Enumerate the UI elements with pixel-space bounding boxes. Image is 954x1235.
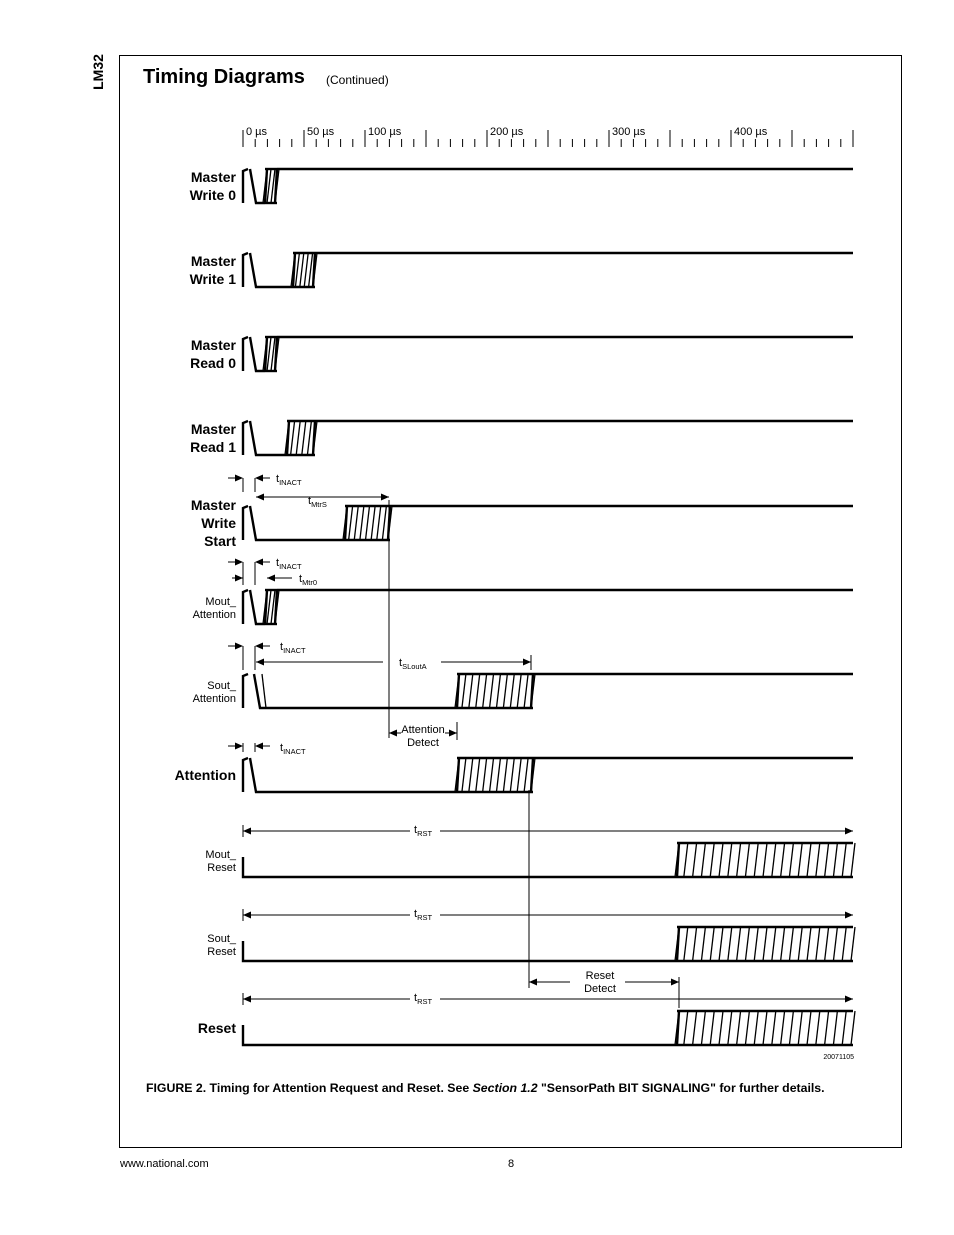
footer-url: www.national.com [120, 1158, 209, 1170]
trst-head [845, 828, 853, 835]
tmtr0-head [235, 575, 243, 582]
master-read-0-waveform-lead [243, 337, 248, 371]
mout-reset-waveform-hatch-line [763, 843, 767, 877]
signal-label: Master [190, 421, 236, 437]
master-write-start-waveform-edge [345, 506, 347, 540]
mout-attention-waveform-edge [275, 590, 277, 624]
caption-prefix: FIGURE 2. Timing for Attention Request and Reset. See [146, 1081, 473, 1095]
sout-attention-edge-detail [262, 674, 266, 708]
master-write-1-waveform-hatch-line [300, 253, 304, 287]
reset-waveform-hatch-line [842, 1011, 846, 1045]
signal-label: Attention [192, 693, 236, 705]
sout-reset-waveform-hatch-line [684, 927, 688, 961]
sout-reset-waveform-edge [677, 927, 679, 961]
mout-reset-waveform-hatch-line [710, 843, 714, 877]
sout-reset-waveform-hatch-line [825, 927, 829, 961]
mout-reset-waveform-edge [677, 843, 679, 877]
master-write-1-waveform-edge [293, 253, 295, 287]
reset-waveform-hatch-line [833, 1011, 837, 1045]
trst-head [243, 996, 251, 1003]
trst-label: $t_{RST}$ [414, 824, 433, 838]
reset-waveform-hatch-line [763, 1011, 767, 1045]
mout-attention-waveform-edge [265, 590, 267, 624]
part-number-text: LM32 [89, 54, 106, 90]
tsloutA-label: $t_{SLoutA}$ [399, 657, 427, 671]
sout-reset-waveform-hatch-line [842, 927, 846, 961]
reset-waveform-hatch-line [781, 1011, 785, 1045]
sout-attention-waveform-lead [243, 674, 248, 708]
mout-reset-waveform-hatch-line [701, 843, 705, 877]
reset-detect-label: Detect [584, 983, 616, 995]
tmtrs-arrow-right-head [381, 494, 389, 501]
master-write-start-waveform-hatch-line [349, 506, 353, 540]
reset-waveform-hatch-line [745, 1011, 749, 1045]
mout-reset-waveform-hatch-line [737, 843, 741, 877]
signal-label: Reset [207, 862, 236, 874]
signal-label: Master [190, 497, 236, 513]
master-write-1-waveform-lead [243, 253, 248, 287]
signal-label: Reset [207, 946, 236, 958]
signal-label: Read 0 [190, 355, 236, 371]
mout-reset-waveform-hatch-line [825, 843, 829, 877]
reset-waveform-hatch-line [710, 1011, 714, 1045]
sout-reset-waveform-hatch-line [816, 927, 820, 961]
figure-id: 20071105 [823, 1054, 854, 1061]
mout-reset-waveform-hatch-line [745, 843, 749, 877]
master-read-1-waveform-hatch-line [307, 421, 311, 455]
footer-page-number: 8 [508, 1158, 515, 1170]
sout-reset-waveform-hatch-line [745, 927, 749, 961]
mout-reset-waveform-hatch-line [842, 843, 846, 877]
attention-waveform-fall [250, 758, 457, 792]
tmtr0-label: $t_{Mtr0}$ [299, 573, 318, 587]
sout-reset-waveform-hatch-line [781, 927, 785, 961]
signal-label: Master [190, 169, 236, 185]
tinact-head [235, 475, 243, 482]
caption-suffix: "SensorPath BIT SIGNALING" for further details. [537, 1081, 825, 1095]
master-read-0-waveform-edge [275, 337, 277, 371]
reset-waveform-hatch-line [807, 1011, 811, 1045]
reset-waveform-hatch-line [798, 1011, 802, 1045]
sout-reset-waveform-hatch-line [789, 927, 793, 961]
mout-reset-waveform-hatch-line [833, 843, 837, 877]
scale-label: 0 µs [246, 126, 268, 138]
mout-reset-waveform-hatch-line [789, 843, 793, 877]
attention-waveform-hatch-line [476, 758, 480, 792]
master-write-0-waveform-edge [265, 169, 267, 203]
signal-label: Mout_ [205, 849, 236, 861]
signal-label: Sout_ [207, 680, 236, 692]
master-read-0-waveform-fall [250, 337, 265, 371]
sout-reset-waveform-hatch-line [754, 927, 758, 961]
master-write-start-waveform-lead [243, 506, 248, 540]
signal-label: Master [190, 337, 236, 353]
attention-waveform-edge [457, 758, 459, 792]
tsloutA-head [256, 659, 264, 666]
master-write-0-waveform-lead [243, 169, 248, 203]
tinact-head [255, 643, 263, 650]
sout-reset-waveform-hatch-line [701, 927, 705, 961]
reset-waveform-hatch-line [825, 1011, 829, 1045]
reset-detect-head [671, 979, 679, 986]
page-title: Timing Diagrams [143, 66, 305, 88]
reset-waveform-hatch-line [701, 1011, 705, 1045]
mout-attention-waveform-fall [250, 590, 265, 624]
attention-waveform-hatch-line [517, 758, 521, 792]
master-read-1-waveform-hatch-line [296, 421, 300, 455]
sout-reset-waveform-hatch-line [737, 927, 741, 961]
tinact-label: $t_{INACT}$ [280, 742, 306, 756]
sout-attention-waveform-edge [457, 674, 459, 708]
mout-reset-waveform-hatch-line [719, 843, 723, 877]
tinact-head [255, 559, 263, 566]
scale-label: 400 µs [734, 126, 768, 138]
master-write-start-waveform-hatch-line [371, 506, 375, 540]
sout-reset-waveform-hatch-line [728, 927, 732, 961]
tinact-head [235, 559, 243, 566]
attention-waveform-hatch-line [503, 758, 507, 792]
sout-attention-waveform-hatch-line [503, 674, 507, 708]
attention-waveform-hatch-line [469, 758, 473, 792]
sout-attention-waveform-hatch-line [496, 674, 500, 708]
sout-attention-waveform-hatch-line [462, 674, 466, 708]
master-read-1-waveform-lead [243, 421, 248, 455]
mout-reset-waveform-hatch-line [781, 843, 785, 877]
mout-reset-waveform-hatch-line [693, 843, 697, 877]
reset-waveform-hatch-line [684, 1011, 688, 1045]
attention-detect-head [449, 730, 457, 737]
master-read-1-waveform-edge [313, 421, 315, 455]
sout-reset-waveform-hatch-line [710, 927, 714, 961]
scale-label: 100 µs [368, 126, 402, 138]
attention-waveform-edge [531, 758, 533, 792]
sout-reset-waveform-hatch-line [807, 927, 811, 961]
mout-reset-waveform-hatch-line [772, 843, 776, 877]
signal-label: Reset [197, 1020, 236, 1036]
attention-detect-label: Detect [407, 737, 439, 749]
attention-waveform-hatch-line [490, 758, 494, 792]
sout-attention-waveform-hatch-line [476, 674, 480, 708]
signal-label: Attention [192, 609, 236, 621]
sout-reset-waveform-hatch-line [833, 927, 837, 961]
signal-label: Read 1 [190, 439, 236, 455]
reset-waveform-hatch-line [754, 1011, 758, 1045]
sout-reset-waveform-hatch-line [763, 927, 767, 961]
master-write-start-waveform-fall [250, 506, 345, 540]
trst-head [243, 912, 251, 919]
signal-label: Master [190, 253, 236, 269]
mout-reset-waveform-hatch-line [851, 843, 855, 877]
scale-label: 200 µs [490, 126, 524, 138]
sout-reset-waveform-low [243, 941, 677, 961]
signal-label: Write 1 [189, 271, 236, 287]
master-write-start-waveform-hatch-line [360, 506, 364, 540]
sout-attention-waveform-hatch-line [469, 674, 473, 708]
caption-section-ref: Section 1.2 [472, 1081, 538, 1095]
mout-reset-waveform-hatch-line [816, 843, 820, 877]
master-read-0-waveform-edge [265, 337, 267, 371]
tinact-label: $t_{INACT}$ [276, 473, 302, 487]
tinact-label: $t_{INACT}$ [280, 641, 306, 655]
master-write-0-waveform-edge [275, 169, 277, 203]
trst-head [845, 912, 853, 919]
master-read-1-waveform-hatch-line [302, 421, 306, 455]
tmtr0-head [267, 575, 275, 582]
signal-label: Sout_ [207, 933, 236, 945]
mout-reset-waveform-hatch-line [798, 843, 802, 877]
trst-label: $t_{RST}$ [414, 908, 433, 922]
reset-waveform-hatch-line [789, 1011, 793, 1045]
tmtrs-label: $t_{MtrS}$ [308, 495, 327, 509]
mout-reset-waveform-hatch-line [807, 843, 811, 877]
mout-reset-waveform-hatch-line [728, 843, 732, 877]
scale-label: 50 µs [307, 126, 335, 138]
trst-label: $t_{RST}$ [414, 992, 433, 1006]
mout-reset-waveform-hatch-line [754, 843, 758, 877]
trst-head [243, 828, 251, 835]
tmtrs-arrow-left-head [256, 494, 264, 501]
master-read-1-waveform-edge [287, 421, 289, 455]
reset-waveform-hatch-line [772, 1011, 776, 1045]
master-write-start-waveform-hatch-line [366, 506, 370, 540]
sout-attention-waveform-fall [254, 674, 457, 708]
master-write-0-waveform-fall [250, 169, 265, 203]
master-write-start-waveform-hatch-line [377, 506, 381, 540]
attention-detect-head [389, 730, 397, 737]
sout-reset-waveform-hatch-line [772, 927, 776, 961]
master-write-1-waveform-hatch-line [304, 253, 308, 287]
reset-waveform-hatch-line [728, 1011, 732, 1045]
attention-detect-label: Attention [401, 724, 445, 736]
attention-waveform-hatch-line [462, 758, 466, 792]
sout-reset-waveform-hatch-line [693, 927, 697, 961]
reset-waveform-hatch-line [816, 1011, 820, 1045]
mout-reset-waveform-low [243, 857, 677, 877]
tinact-head [235, 743, 243, 750]
signal-label: Write 0 [189, 187, 236, 203]
reset-detect-head [529, 979, 537, 986]
reset-waveform-hatch-line [737, 1011, 741, 1045]
tinact-head [255, 475, 263, 482]
attention-waveform-hatch-line [524, 758, 528, 792]
master-write-start-waveform-hatch-line [382, 506, 386, 540]
scale-label: 300 µs [612, 126, 646, 138]
signal-label: Mout_ [205, 596, 236, 608]
reset-detect-label: Reset [585, 970, 615, 982]
master-read-1-waveform-hatch-line [291, 421, 295, 455]
page-subtitle: (Continued) [326, 73, 389, 87]
tsloutA-head [523, 659, 531, 666]
reset-waveform-hatch-line [719, 1011, 723, 1045]
sout-reset-waveform-hatch-line [719, 927, 723, 961]
reset-waveform-low [243, 1025, 677, 1045]
sout-attention-waveform-hatch-line [490, 674, 494, 708]
attention-waveform-lead [243, 758, 248, 792]
sout-attention-waveform-hatch-line [524, 674, 528, 708]
trst-head [845, 996, 853, 1003]
signal-label: Attention [174, 767, 236, 783]
attention-waveform-hatch-line [483, 758, 487, 792]
tinact-head [255, 743, 263, 750]
master-write-start-waveform-hatch-line [354, 506, 358, 540]
mout-attention-waveform-lead [243, 590, 248, 624]
attention-waveform-hatch-line [510, 758, 514, 792]
master-write-1-waveform-hatch-line [309, 253, 313, 287]
reset-waveform-edge [677, 1011, 679, 1045]
sout-attention-waveform-hatch-line [510, 674, 514, 708]
master-write-1-waveform-hatch-line [295, 253, 299, 287]
tinact-label: $t_{INACT}$ [276, 557, 302, 571]
signal-label: Start [204, 533, 236, 549]
figure-caption [146, 1081, 825, 1095]
master-write-1-waveform-fall [250, 253, 293, 287]
master-read-1-waveform-fall [250, 421, 287, 455]
tinact-head [235, 643, 243, 650]
attention-waveform-hatch-line [496, 758, 500, 792]
sout-attention-waveform-edge [531, 674, 533, 708]
mout-reset-waveform-hatch-line [684, 843, 688, 877]
master-write-1-waveform-edge [313, 253, 315, 287]
signal-label: Write [201, 515, 236, 531]
reset-waveform-hatch-line [693, 1011, 697, 1045]
sout-attention-waveform-hatch-line [483, 674, 487, 708]
sout-attention-waveform-hatch-line [517, 674, 521, 708]
reset-waveform-hatch-line [851, 1011, 855, 1045]
sout-reset-waveform-hatch-line [851, 927, 855, 961]
sout-reset-waveform-hatch-line [798, 927, 802, 961]
